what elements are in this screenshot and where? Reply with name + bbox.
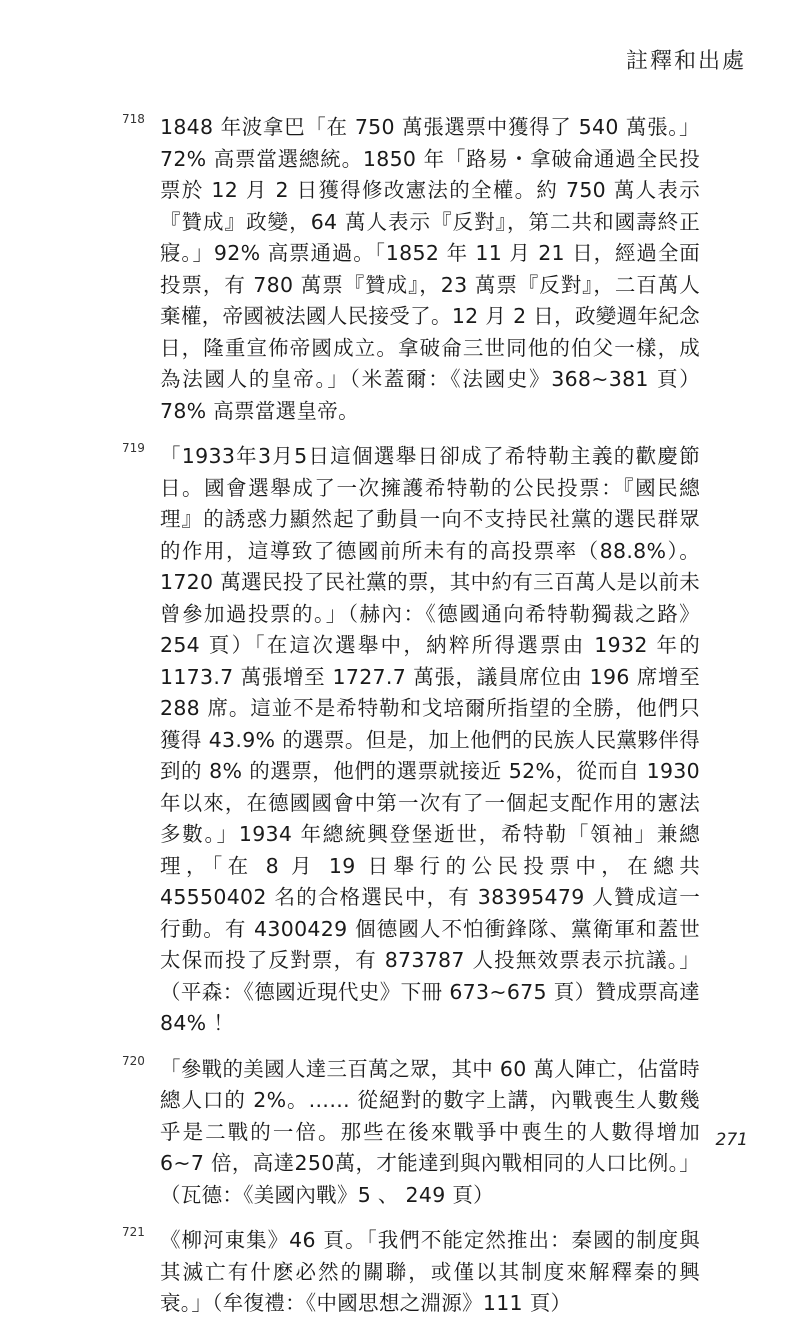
notes-list (122, 112, 700, 1334)
running-header: 註釋和出處 (625, 49, 746, 74)
page-number: 271 (715, 1130, 748, 1150)
note-text: 《柳河東集》46 頁。「我們不能定然推出：秦國的制度與其滅亡有什麽必然的關聯，或僅以其制度來解釋秦的興衰。」（牟復禮：《中國思想之淵源》111 頁） (160, 1228, 700, 1315)
note-number: 719 (122, 441, 145, 455)
note-719 (122, 441, 700, 1040)
note-720 (122, 1054, 700, 1212)
note-text: 1848 年波拿巴「在 750 萬張選票中獲得了 540 萬張。」72% 高票當選總統。1850 年「路易・拿破侖通過全民投票於 12 月 2 日獲得修改憲法的全權。約 750 萬人表示『贊成』政變，64 萬人表示『反對』，第二共和國壽終正寢。」92% 高票通過。「1852 年 11 月 21 日，經過全面投票，有 780 萬票『贊成』，23 萬票『反對』，二百萬人棄權，帝國被法國人民接受了。12 月 2 日，政變週年紀念日，隆重宣佈帝國成立。拿破侖三世同他的伯父一樣，成為法國人的皇帝。」（米蓋爾：《法國史》368~381 頁）78% 高票當選皇帝。 (160, 115, 700, 423)
note-text: 「參戰的美國人達三百萬之眾，其中 60 萬人陣亡，佔當時總人口的 2%。…… 從絕對的數字上講，內戰喪生人數幾乎是二戰的一倍。那些在後來戰爭中喪生的人數得增加 6~7 倍，高達250萬，才能達到與內戰相同的人口比例。」（瓦德：《美國內戰》5 、 249 頁） (160, 1056, 700, 1207)
note-721 (122, 1225, 700, 1320)
note-number: 718 (122, 112, 145, 126)
note-number: 720 (122, 1053, 145, 1068)
note-text: 「1933年3月5日這個選舉日卻成了希特勒主義的歡慶節日。國會選舉成了一次擁護希特勒的公民投票：『國民總理』的誘惑力顯然起了動員一向不支持民社黨的選民群眾的作用，這導致了德國前所未有的高投票率（88.8%）。1720 萬選民投了民社黨的票，其中約有三百萬人是以前未曾參加過投票的。」（赫內：《德國通向希特勒獨裁之路》254 頁）「在這次選舉中，納粹所得選票由 1932 年的 1173.7 萬張增至 1727.7 萬張，議員席位由 196 席增至 288 席。這並不是希特勒和戈培爾所指望的全勝，他們只獲得 43.9% 的選票。但是，加上他們的民族人民黨夥伴得到的 8% 的選票，他們的選票就接近 52%，從而自 1930 年以來，在德國國會中第一次有了一個起支配作用的憲法多數。」1934 年總統興登堡逝世，希特勒「領袖」兼總理，「在 8 月 19 日舉行的公民投票中，在總共 45550402 名的合格選民中，有 38395479 人贊成這一行動。有 4300429 個德國人不怕衝鋒隊、黨衛軍和蓋世太保而投了反對票，有 873787 人投無效票表示抗議。」（平森：《德國近現代史》下冊 673~675 頁）贊成票高達 84% ！ (160, 444, 700, 1035)
note-number: 721 (122, 1225, 145, 1239)
note-718 (122, 112, 700, 427)
